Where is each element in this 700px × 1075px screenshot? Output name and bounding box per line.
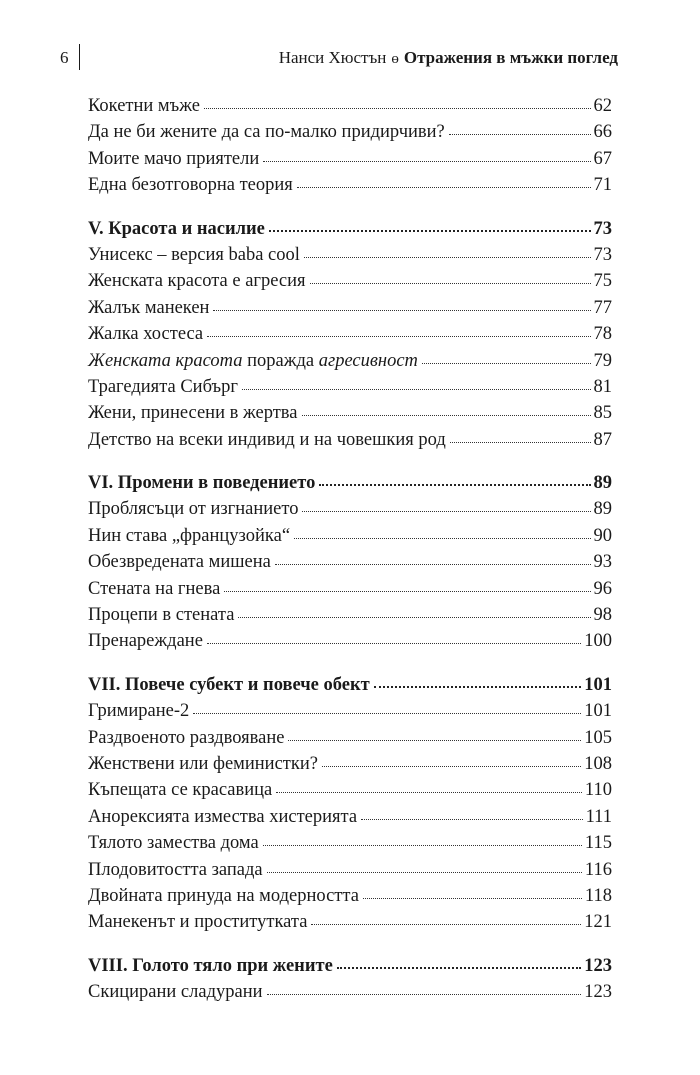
dot-leader <box>267 871 582 873</box>
section-page: 101 <box>584 674 612 695</box>
dot-leader <box>302 414 591 416</box>
toc-entry-title: Женската красота е агресия <box>88 271 306 292</box>
separator-glyph: ө <box>391 51 399 67</box>
toc-entry-title: Моите мачо приятели <box>88 148 260 169</box>
dot-leader <box>263 844 582 846</box>
dot-leader <box>288 739 581 741</box>
toc-entry[interactable] <box>88 628 612 654</box>
dot-leader <box>207 335 590 337</box>
toc-entry-title: Детство на всеки индивид и на човешкия род <box>88 429 446 450</box>
toc-entry-page: 93 <box>593 552 612 573</box>
toc-entry[interactable] <box>88 242 612 268</box>
dot-leader <box>224 590 590 592</box>
section-page: 123 <box>584 955 612 976</box>
toc-entry[interactable] <box>88 725 612 751</box>
toc-entry-title <box>88 348 418 374</box>
toc-section-heading[interactable] <box>88 470 612 496</box>
dot-leader <box>204 107 591 109</box>
dot-leader <box>267 993 582 995</box>
toc-entry-page: 101 <box>584 701 612 722</box>
page-number: 6 <box>60 48 69 67</box>
toc-entry[interactable] <box>88 146 612 172</box>
toc-entry[interactable] <box>88 549 612 575</box>
toc-entry[interactable] <box>88 400 612 426</box>
section-page: 73 <box>593 218 612 239</box>
toc-entry-title: Проблясъци от изгнанието <box>88 499 299 520</box>
section-title: VII. Повече субект и повече обект <box>88 674 370 695</box>
toc-entry-title: Да не би жените да са по-малко придирчиви? <box>88 122 445 143</box>
table-of-contents <box>88 93 612 1006</box>
dot-leader <box>294 537 590 539</box>
title-roman-part: поражда <box>242 350 319 371</box>
section-title: VIII. Голото тяло при жените <box>88 955 333 976</box>
toc-entry[interactable] <box>88 576 612 602</box>
toc-entry-page: 62 <box>593 96 612 116</box>
section-page: 89 <box>593 473 612 494</box>
toc-entry-page: 105 <box>584 727 612 748</box>
dot-leader <box>374 685 582 688</box>
dot-leader <box>449 133 591 135</box>
toc-entry[interactable] <box>88 172 612 198</box>
dot-leader <box>269 229 591 232</box>
toc-entry-title: Трагедията Сибърг <box>88 376 238 397</box>
toc-entry-page: 116 <box>584 859 612 880</box>
toc-entry[interactable] <box>88 523 612 549</box>
dot-leader <box>322 765 581 767</box>
toc-entry-page: 111 <box>585 806 612 827</box>
section-gap <box>88 199 612 216</box>
toc-entry-title: Къпещата се красавица <box>88 780 273 801</box>
section-title: VI. Промени в поведението <box>88 473 316 494</box>
dot-leader <box>263 160 590 162</box>
toc-entry[interactable] <box>88 883 612 909</box>
toc-entry[interactable] <box>88 348 612 374</box>
toc-entry[interactable] <box>88 804 612 830</box>
toc-entry-title: Обезвредената мишена <box>88 552 271 573</box>
toc-entry-page: 98 <box>593 605 612 626</box>
dot-leader <box>297 186 591 188</box>
toc-entry-title: Жени, принесени в жертва <box>88 403 298 424</box>
toc-entry-page: 115 <box>584 833 612 854</box>
section-gap <box>88 453 612 470</box>
toc-entry-title: Раздвоеното раздвояване <box>88 727 285 748</box>
toc-entry-title: Нин става „французойка“ <box>88 525 291 546</box>
dot-leader <box>363 897 582 899</box>
header-divider <box>79 44 80 70</box>
section-gap <box>88 936 612 953</box>
toc-entry[interactable] <box>88 909 612 935</box>
dot-leader <box>361 818 583 820</box>
title-italic-part: Женската красота <box>88 350 243 371</box>
toc-entry-title: Тялото замества дома <box>88 833 259 854</box>
toc-entry-page: 123 <box>584 982 612 1003</box>
toc-entry-page: 85 <box>593 403 612 424</box>
toc-entry[interactable] <box>88 268 612 294</box>
toc-entry-title: Една безотговорна теория <box>88 175 293 196</box>
toc-entry-page: 96 <box>593 578 612 599</box>
toc-entry[interactable] <box>88 751 612 777</box>
toc-entry[interactable] <box>88 321 612 347</box>
toc-entry-page: 78 <box>593 324 612 345</box>
toc-entry-title: Унисекс – версия baba cool <box>88 244 300 265</box>
dot-leader <box>311 923 581 925</box>
toc-entry-page: 121 <box>584 912 612 933</box>
toc-entry-title: Двойната принуда на модерността <box>88 885 359 906</box>
toc-entry-page: 79 <box>593 350 612 371</box>
dot-leader <box>310 282 591 284</box>
dot-leader <box>337 966 581 969</box>
toc-entry-title: Процепи в стената <box>88 605 235 626</box>
toc-section-heading[interactable] <box>88 216 612 242</box>
toc-entry[interactable] <box>88 427 612 453</box>
toc-entry-title: Пренареждане <box>88 631 203 652</box>
toc-entry-page: 87 <box>593 429 612 450</box>
toc-entry-page: 71 <box>593 175 612 196</box>
toc-entry-title: Жалка хостеса <box>88 324 204 345</box>
dot-leader <box>213 309 590 311</box>
toc-entry-title: Гримиране-2 <box>88 701 190 722</box>
dot-leader <box>193 712 581 714</box>
toc-entry-page: 67 <box>593 148 612 169</box>
toc-entry[interactable] <box>88 602 612 628</box>
dot-leader <box>276 791 582 793</box>
toc-entry-page: 89 <box>593 499 612 520</box>
toc-entry-page: 90 <box>593 525 612 546</box>
toc-entry-page: 66 <box>593 122 612 143</box>
running-title <box>279 48 618 68</box>
toc-entry-title: Плодовитостта запада <box>88 859 263 880</box>
toc-entry-title: Женствени или феминистки? <box>88 753 318 774</box>
toc-section-heading[interactable] <box>88 672 612 698</box>
toc-entry[interactable] <box>88 857 612 883</box>
toc-entry[interactable] <box>88 698 612 724</box>
toc-entry[interactable] <box>88 93 612 119</box>
toc-entry-title: Анорексията измества хистерията <box>88 806 358 827</box>
section-title: V. Красота и насилие <box>88 218 265 239</box>
running-header <box>60 44 618 72</box>
toc-entry[interactable] <box>88 830 612 856</box>
dot-leader <box>302 510 590 512</box>
dot-leader <box>207 642 581 644</box>
toc-entry-page: 108 <box>584 753 612 774</box>
toc-entry[interactable] <box>88 374 612 400</box>
toc-entry-page: 81 <box>593 376 612 397</box>
toc-entry-title: Скицирани сладурани <box>88 982 263 1003</box>
section-gap <box>88 655 612 672</box>
dot-leader <box>238 616 590 618</box>
toc-entry-page: 110 <box>584 780 612 801</box>
toc-entry-page: 73 <box>593 244 612 265</box>
toc-entry-title: Жалък манекен <box>88 297 210 318</box>
book-title: Отражения в мъжки поглед <box>403 48 618 67</box>
dot-leader <box>242 388 591 390</box>
dot-leader <box>450 441 591 443</box>
toc-entry-page: 100 <box>584 631 612 652</box>
toc-entry-page: 75 <box>593 271 612 292</box>
toc-entry-page: 118 <box>584 885 612 906</box>
toc-entry[interactable] <box>88 295 612 321</box>
toc-entry-title: Манекенът и проститутката <box>88 912 308 933</box>
toc-entry-title: Стената на гнева <box>88 578 221 599</box>
toc-entry[interactable] <box>88 496 612 522</box>
toc-entry-title: Кокетни мъже <box>88 96 200 116</box>
toc-entry-page: 77 <box>593 297 612 318</box>
toc-entry[interactable] <box>88 119 612 145</box>
toc-entry[interactable] <box>88 979 612 1005</box>
author-name: Нанси Хюстън <box>278 48 387 67</box>
toc-entry[interactable] <box>88 777 612 803</box>
title-italic-part: агресивност <box>318 350 418 371</box>
toc-section-heading[interactable] <box>88 953 612 979</box>
dot-leader <box>422 362 591 364</box>
dot-leader <box>275 563 591 565</box>
dot-leader <box>304 256 591 258</box>
dot-leader <box>319 483 590 486</box>
